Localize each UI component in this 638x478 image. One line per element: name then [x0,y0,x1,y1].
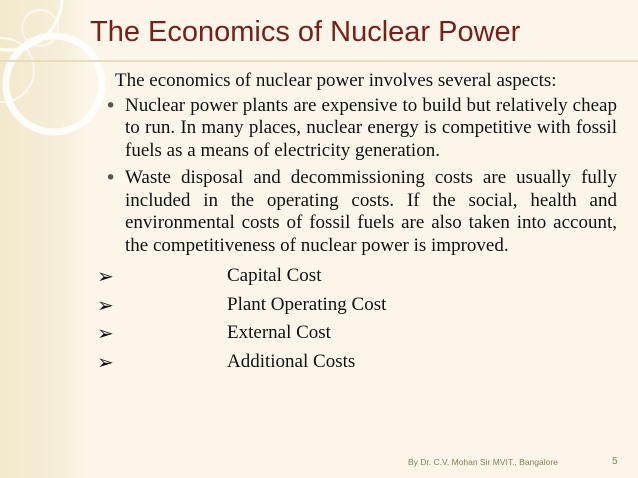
bullet-text: Waste disposal and decommissioning costs are usually fully included in the operating costs. If the social, health and environmental costs of fossil fuels are also taken into account, the competitiveness of nuclear power is improved. [125,167,617,256]
check-arrow-icon: ➢ [97,349,114,374]
checklist-label: Additional Costs [227,350,356,372]
bullet-item [105,167,617,257]
checklist-item [97,262,617,291]
title-divider [0,60,638,62]
page-number: 5 [612,456,618,467]
check-arrow-icon: ➢ [97,292,114,317]
bullet-text: Nuclear power plants are expensive to build but relatively cheap to run. In many places, nuclear energy is competitive with fossil fuels as a means of electricity generation. [125,94,617,161]
checklist-label: Plant Operating Cost [227,293,387,315]
checklist-item [97,319,617,348]
slide-body [97,70,617,376]
bullet-item [105,95,617,163]
bullet-dot-icon: • [105,94,117,117]
checklist-item [97,348,617,377]
check-arrow-icon: ➢ [97,264,114,288]
checklist-label: Capital Cost [227,265,322,286]
check-arrow-icon: ➢ [97,321,114,345]
slide-title: The Economics of Nuclear Power [90,16,521,48]
cost-checklist [97,262,617,376]
intro-text: The economics of nuclear power involves several aspects: [115,70,557,91]
bullet-dot-icon: • [105,167,117,189]
checklist-label: External Cost [227,322,331,343]
checklist-item [97,291,617,320]
slide-footer: By Dr. C.V. Mohan Sir MVIT., Bangalore [408,457,558,467]
